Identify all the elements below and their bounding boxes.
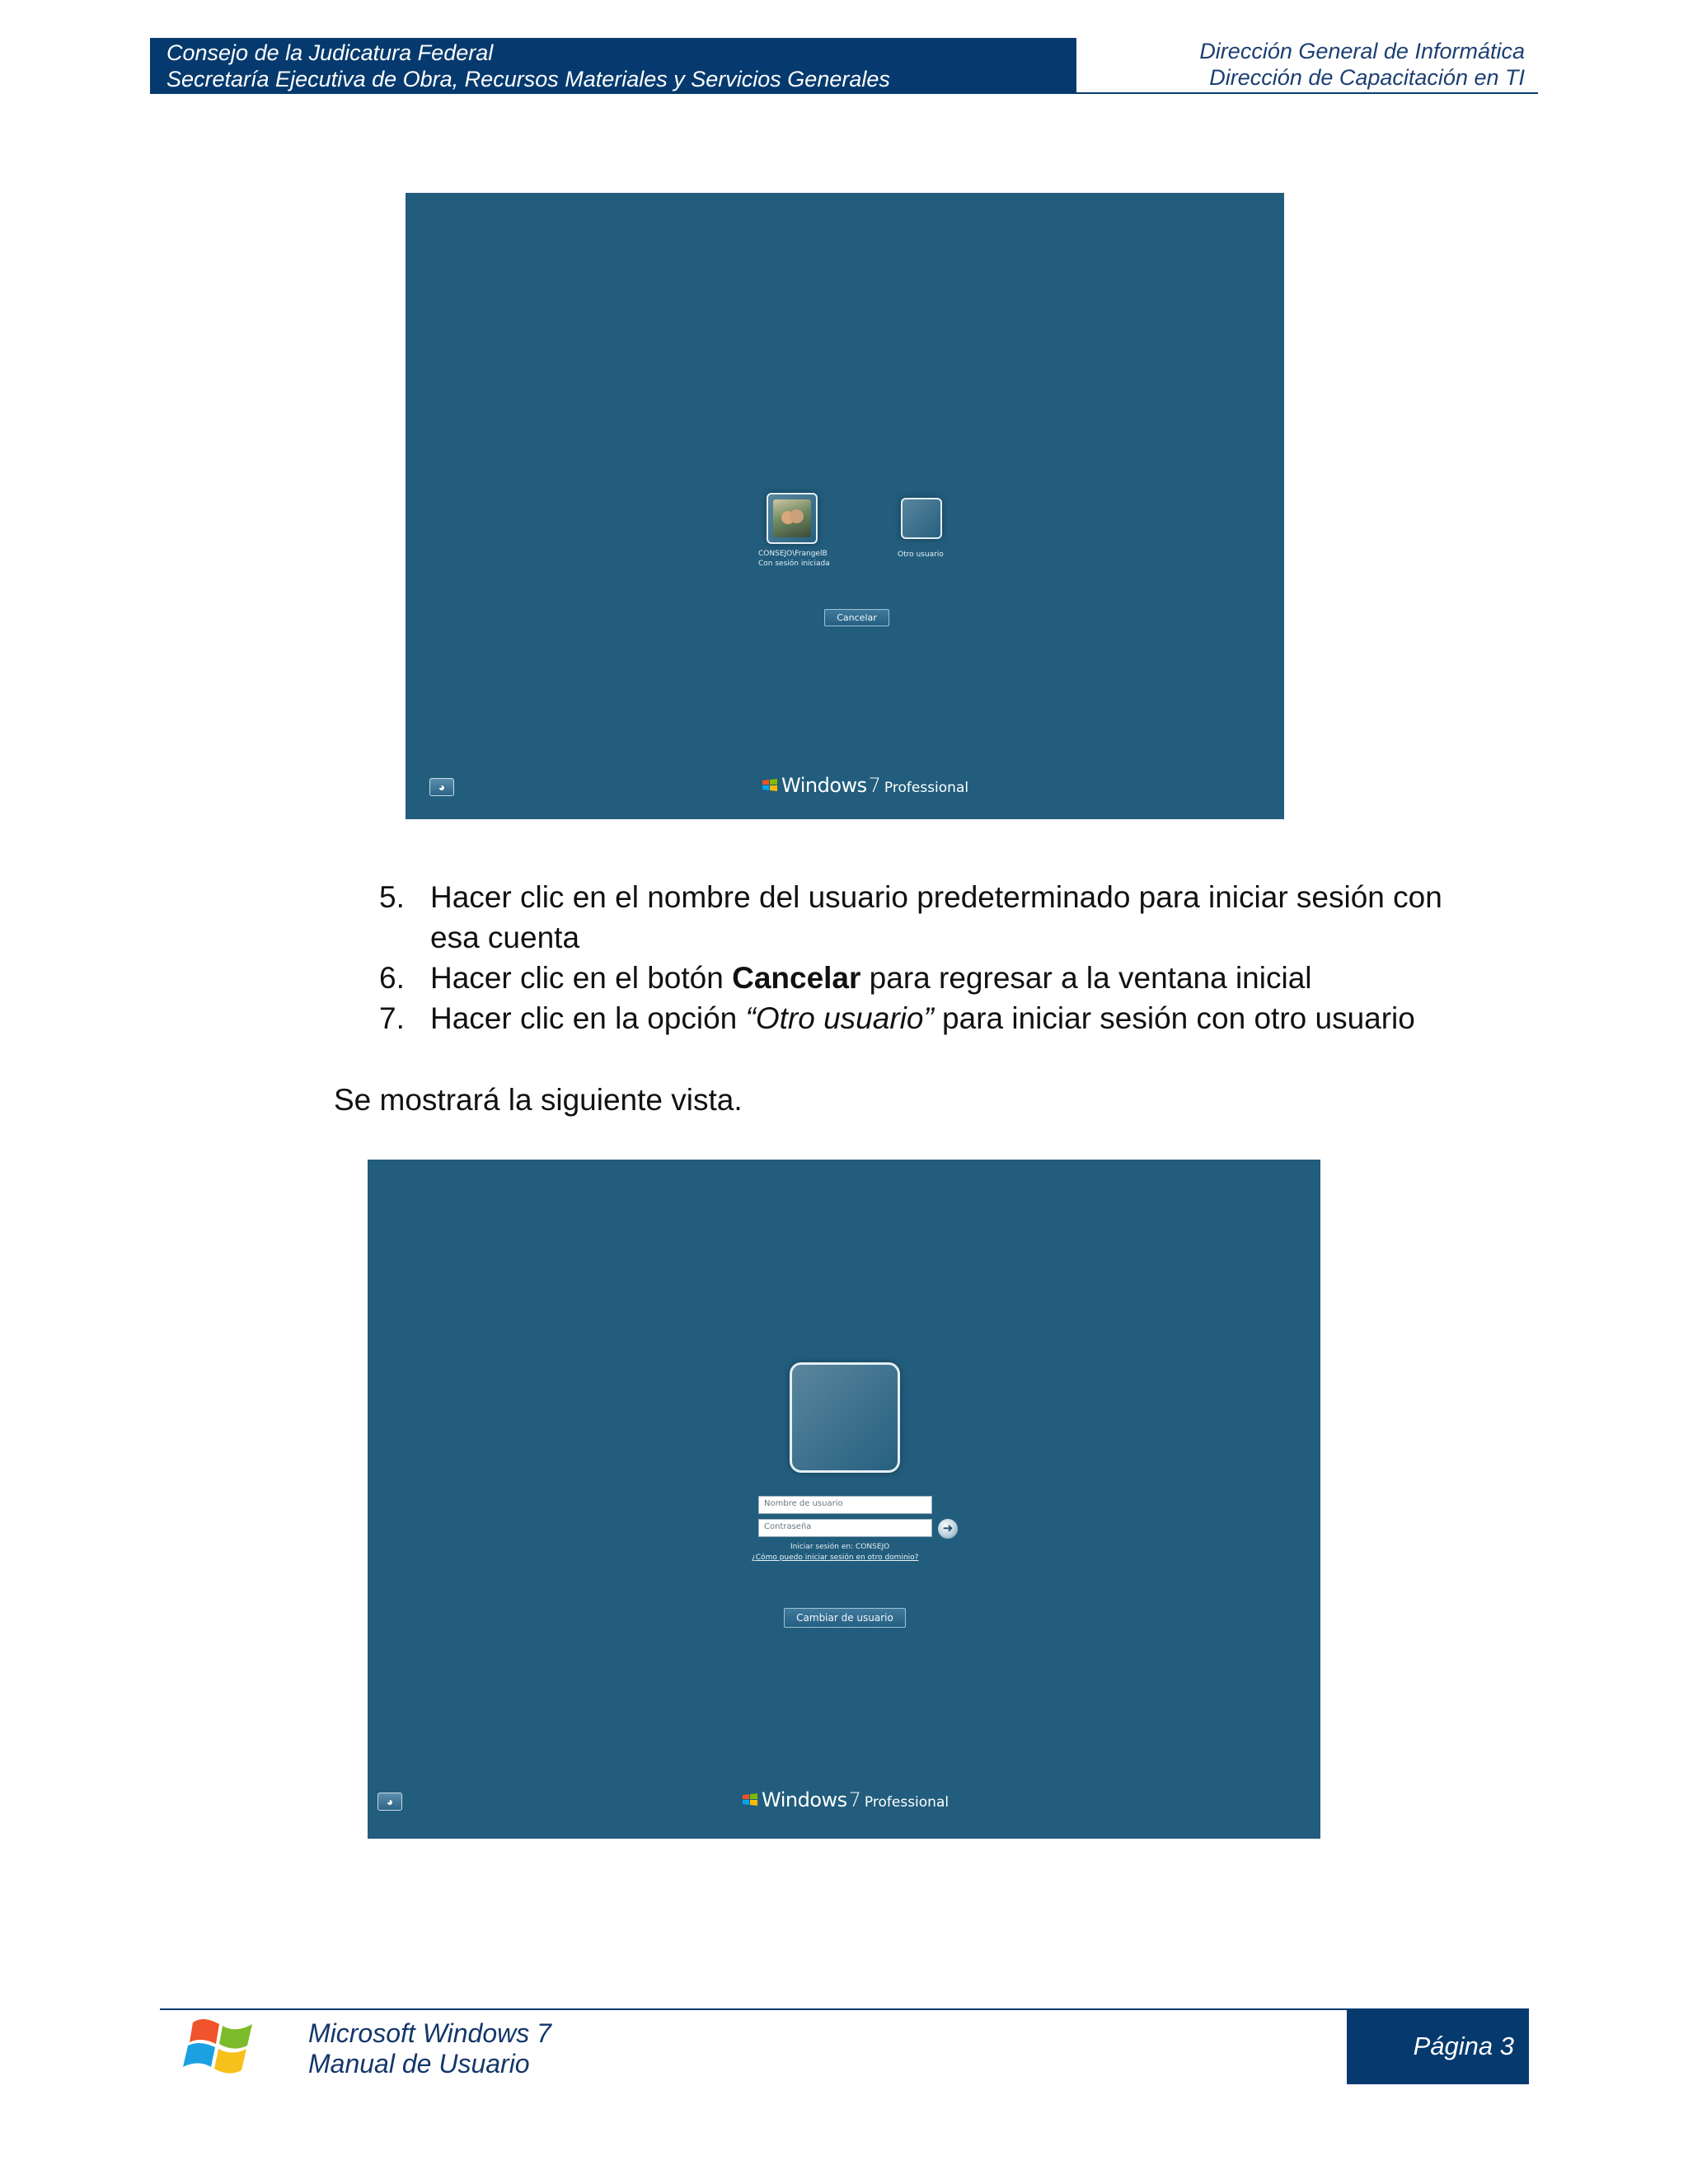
footer-manual: Manual de Usuario [308, 2049, 530, 2079]
user-tile-status: Con sesión iniciada [758, 560, 830, 568]
windows-flag-icon [742, 1792, 758, 1808]
username-field[interactable]: Nombre de usuario [758, 1496, 932, 1514]
step-number: 5. [379, 880, 405, 914]
windows7-brand [762, 774, 968, 797]
header-rule [150, 92, 1538, 94]
user-picture-frame [790, 1362, 900, 1473]
user-tile-frangelb[interactable] [767, 493, 818, 544]
brand-edition-text: Professional [884, 780, 969, 796]
brand-version-text: 7 [848, 1788, 861, 1811]
header-direction: Dirección General de Informática [1199, 39, 1525, 63]
user-avatar [773, 499, 811, 537]
cancel-button[interactable]: Cancelar [824, 609, 889, 626]
other-domain-link[interactable]: ¿Cómo puedo iniciar sesión en otro dominio? [752, 1554, 919, 1562]
brand-windows-text: Windows [762, 1788, 847, 1811]
switch-user-button[interactable]: Cambiar de usuario [784, 1608, 906, 1628]
other-user-tile[interactable] [901, 498, 942, 539]
brand-windows-text: Windows [781, 774, 867, 797]
page-number: Página 3 [1347, 2008, 1529, 2084]
step-bold-term: Cancelar [732, 961, 861, 995]
brand-version-text: 7 [868, 774, 881, 797]
screenshot-user-selection [406, 193, 1284, 819]
ease-of-access-icon[interactable]: ◕ [429, 778, 454, 796]
step-item [379, 877, 1475, 958]
domain-text: Iniciar sesión en: CONSEJO [790, 1543, 890, 1551]
step-item [379, 958, 1475, 998]
password-field[interactable]: Contraseña [758, 1519, 932, 1537]
header-secretariat: Secretaría Ejecutiva de Obra, Recursos Materiales y Servicios Generales [166, 67, 890, 91]
other-user-label[interactable]: Otro usuario [898, 551, 944, 559]
header-organization: Consejo de la Judicatura Federal [166, 40, 494, 65]
submit-arrow-icon[interactable]: ➜ [938, 1519, 958, 1539]
step-italic-term: “Otro usuario” [745, 1001, 934, 1035]
step-text: Hacer clic en el nombre del usuario predeterminado para iniciar sesión con esa cuenta [430, 880, 1442, 954]
header-right-block [1199, 38, 1525, 91]
windows7-brand [742, 1788, 949, 1811]
step-number: 6. [379, 961, 405, 995]
user-tile-name[interactable]: CONSEJO\FrangelB [758, 550, 828, 558]
steps-list [379, 877, 1475, 1038]
step-text: para regresar a la ventana inicial [860, 961, 1312, 995]
windows7-logo-icon [181, 2011, 260, 2080]
step-number: 7. [379, 1001, 405, 1035]
header-left-banner [150, 38, 1076, 92]
footer-title [308, 2018, 551, 2079]
screenshot-other-user-login [368, 1160, 1320, 1839]
step-item [379, 998, 1475, 1038]
step-text: para iniciar sesión con otro usuario [933, 1001, 1415, 1035]
header-training: Dirección de Capacitación en TI [1209, 65, 1525, 90]
step-text: Hacer clic en la opción [430, 1001, 746, 1035]
footer-product: Microsoft Windows 7 [308, 2018, 551, 2048]
footer-rule [160, 2008, 1528, 2010]
step-text: Hacer clic en el botón [430, 961, 733, 995]
intro-paragraph: Se mostrará la siguiente vista. [334, 1083, 743, 1117]
ease-of-access-icon[interactable]: ◕ [377, 1793, 402, 1811]
brand-edition-text: Professional [864, 1794, 950, 1811]
windows-flag-icon [762, 777, 778, 794]
